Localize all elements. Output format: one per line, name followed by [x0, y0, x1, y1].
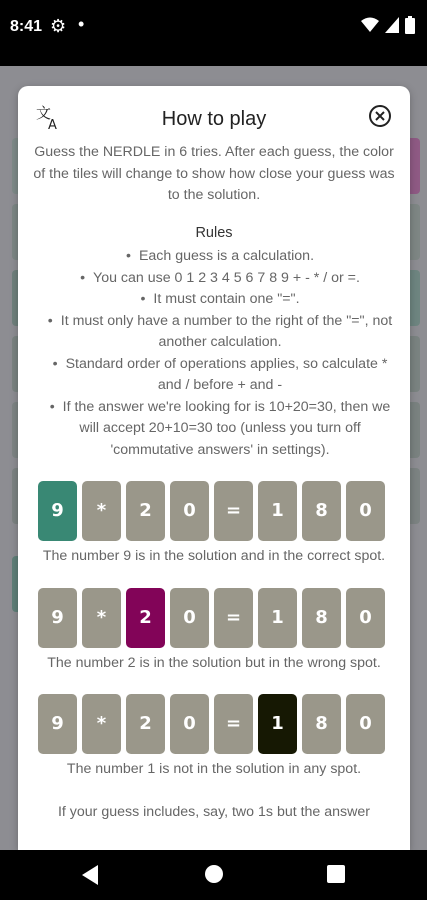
tile: = — [214, 481, 253, 541]
recents-icon[interactable] — [327, 865, 345, 883]
tile: 0 — [346, 481, 385, 541]
rules-heading: Rules — [195, 224, 233, 241]
intro-text: Guess the NERDLE in 6 tries. After each guess, the color of the tiles will change to show how close your guess was to the solution. — [33, 144, 395, 203]
tile: 8 — [302, 481, 341, 541]
status-icons — [361, 16, 415, 34]
tile: = — [214, 694, 253, 754]
example-row-correct — [18, 481, 410, 541]
signal-icon — [385, 17, 399, 33]
home-icon[interactable] — [204, 864, 224, 884]
how-to-play-dialog — [18, 86, 410, 850]
tile: 0 — [346, 694, 385, 754]
tile: 0 — [170, 481, 209, 541]
wifi-icon — [361, 17, 379, 33]
tile: 9 — [38, 588, 77, 648]
tile: 0 — [170, 588, 209, 648]
settings-gear-icon: ⚙ — [50, 16, 67, 36]
tile: * — [82, 481, 121, 541]
footer-text: If your guess includes, say, two 1s but the answer — [57, 803, 371, 820]
rule-item: • It must contain one "=". — [42, 289, 398, 311]
status-time: 8:41 — [10, 18, 43, 35]
example-row-present — [18, 588, 410, 648]
rule-item: • Standard order of operations applies, so calculate * and / before + and - — [42, 354, 398, 397]
dialog-title: How to play — [161, 108, 267, 130]
tile: 9 — [38, 694, 77, 754]
rule-item: • You can use 0 1 2 3 4 5 6 7 8 9 + - * / or =. — [42, 268, 398, 290]
svg-text:文: 文 — [36, 104, 52, 122]
status-bar — [0, 0, 427, 66]
tile: 2 — [126, 588, 165, 648]
rule-item: • Each guess is a calculation. — [42, 246, 398, 268]
tile: 0 — [170, 694, 209, 754]
tile: * — [82, 588, 121, 648]
tile: 1 — [258, 588, 297, 648]
rule-item: • If the answer we're looking for is 10+20=30, then we will accept 20+10=30 too (unless you turn off 'commutative answers' in settings). — [42, 397, 398, 462]
navigation-bar — [0, 850, 427, 900]
dialog-header — [18, 86, 410, 146]
notification-dot-icon: • — [78, 14, 85, 34]
back-icon[interactable] — [82, 865, 100, 885]
example-row-absent — [18, 694, 410, 754]
tile: 2 — [126, 481, 165, 541]
tile: 8 — [302, 588, 341, 648]
rules-list — [18, 246, 410, 461]
close-circle-icon[interactable] — [368, 104, 392, 128]
tile: 9 — [38, 481, 77, 541]
dialog-content — [18, 142, 410, 823]
tile: * — [82, 694, 121, 754]
example-caption: The number 1 is not in the solution in any spot. — [66, 761, 362, 777]
tile: 1 — [258, 694, 297, 754]
svg-text:A: A — [48, 118, 57, 130]
battery-icon — [405, 16, 415, 34]
tile: 0 — [346, 588, 385, 648]
tile: 2 — [126, 694, 165, 754]
tile: = — [214, 588, 253, 648]
rule-item: • It must only have a number to the right of the "=", not another calculation. — [42, 311, 398, 354]
example-caption: The number 9 is in the solution and in the correct spot. — [42, 548, 386, 564]
tile: 1 — [258, 481, 297, 541]
tile: 8 — [302, 694, 341, 754]
example-caption: The number 2 is in the solution but in the wrong spot. — [47, 654, 381, 671]
